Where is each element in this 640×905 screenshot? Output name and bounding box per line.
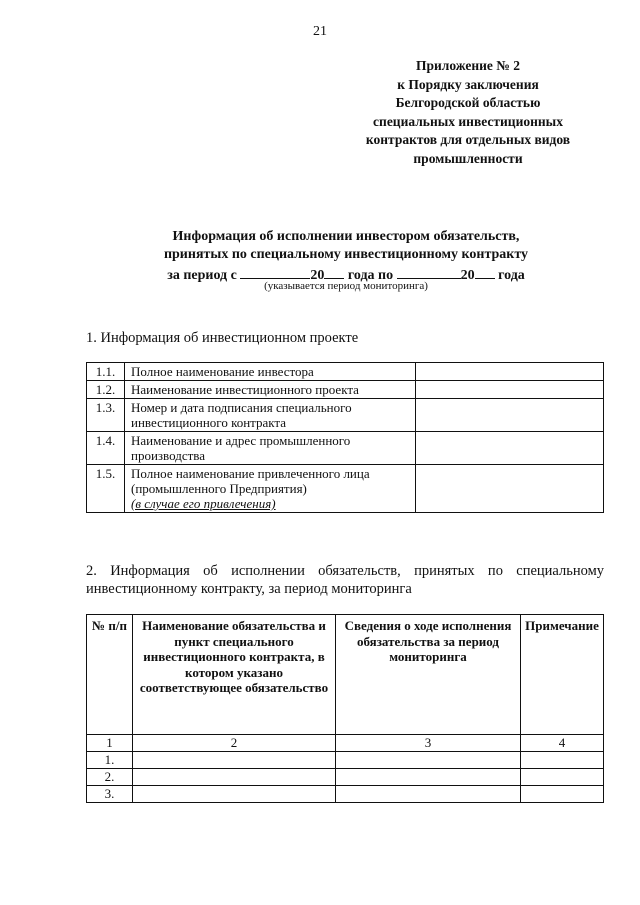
period-prefix: за период с [167, 268, 237, 283]
investment-project-table [86, 362, 604, 513]
obligations-table [86, 614, 604, 803]
appendix-line: Белгородской областью [395, 95, 541, 110]
row-cell [336, 752, 521, 769]
row-cell [521, 769, 604, 786]
start-date-blank [240, 264, 310, 279]
row-cell [133, 786, 336, 803]
row-cell [521, 786, 604, 803]
table-row [87, 399, 604, 432]
title-line-2: принятых по специальному инвестиционному контракту [163, 247, 529, 262]
row-label: Наименование и адрес промышленного производства [125, 432, 416, 465]
period-note: (указывается период мониторинга) [264, 280, 428, 292]
row-value [416, 432, 604, 465]
row-cell [133, 752, 336, 769]
end-date-blank [397, 264, 461, 279]
row-number: 1.2. [87, 381, 125, 399]
appendix-line: к Порядку заключения [397, 76, 539, 92]
row-value [416, 399, 604, 432]
row-value [416, 465, 604, 513]
table-row [87, 786, 604, 803]
row-cell [336, 786, 521, 803]
page-number: 21 [313, 24, 327, 39]
appendix-block [338, 57, 598, 168]
end-year-prefix: 20 [460, 268, 475, 283]
appendix-line: контрактов для отдельных видов [365, 132, 571, 147]
column-number: 3 [336, 735, 521, 752]
row-cell [133, 769, 336, 786]
appendix-line: промышленности [413, 150, 523, 166]
table-row [87, 769, 604, 786]
section1-heading: 1. Информация об инвестиционном проекте [86, 330, 359, 346]
row-number: 2. [87, 769, 133, 786]
table-row [87, 381, 604, 399]
appendix-line: специальных инвестиционных [373, 113, 563, 129]
row-number: 1.1. [87, 363, 125, 381]
row-label-cell [125, 465, 416, 513]
column-number: 1 [87, 735, 133, 752]
row-value [416, 363, 604, 381]
row-number: 1.3. [87, 399, 125, 432]
table-row [87, 432, 604, 465]
header-progress: Сведения о ходе исполнения обязательства за период мониторинга [336, 615, 521, 735]
table-row [87, 363, 604, 381]
period-suffix: года [498, 268, 525, 283]
start-year-blank [324, 264, 344, 279]
row-cell [336, 769, 521, 786]
row-label: Наименование инвестиционного проекта [125, 381, 416, 399]
document-title [86, 228, 606, 285]
column-numbers-row [87, 735, 604, 752]
row-number: 3. [87, 786, 133, 803]
column-number: 4 [521, 735, 604, 752]
column-number: 2 [133, 735, 336, 752]
appendix-title: Приложение № 2 [416, 58, 520, 73]
header-number: № п/п [87, 615, 133, 735]
table-row [87, 752, 604, 769]
header-note: Примечание [521, 615, 604, 735]
row-label: Полное наименование привлеченного лица (промышленного Предприятия) [131, 466, 370, 496]
row-number: 1.4. [87, 432, 125, 465]
row-label: Полное наименование инвестора [125, 363, 416, 381]
table-row [87, 465, 604, 513]
start-year-prefix: 20 [310, 268, 325, 283]
row-label: Номер и дата подписания специального инвестиционного контракта [125, 399, 416, 432]
row-number: 1. [87, 752, 133, 769]
row-number: 1.5. [87, 465, 125, 513]
table-header-row [87, 615, 604, 735]
row-value [416, 381, 604, 399]
section2-heading: 2. Информация об исполнении обязательств, принятых по специальному инвестиционному контракту, за период мониторинга [86, 563, 604, 597]
title-line-1: Информация об исполнении инвестором обязательств, [172, 229, 520, 244]
period-middle: года по [347, 268, 394, 283]
row-cell [521, 752, 604, 769]
header-obligation: Наименование обязательства и пункт специального инвестиционного контракта, в котором указано соответствующее обязательство [133, 615, 336, 735]
end-year-blank [475, 264, 495, 279]
row-note: (в случае его привлечения) [131, 496, 276, 511]
